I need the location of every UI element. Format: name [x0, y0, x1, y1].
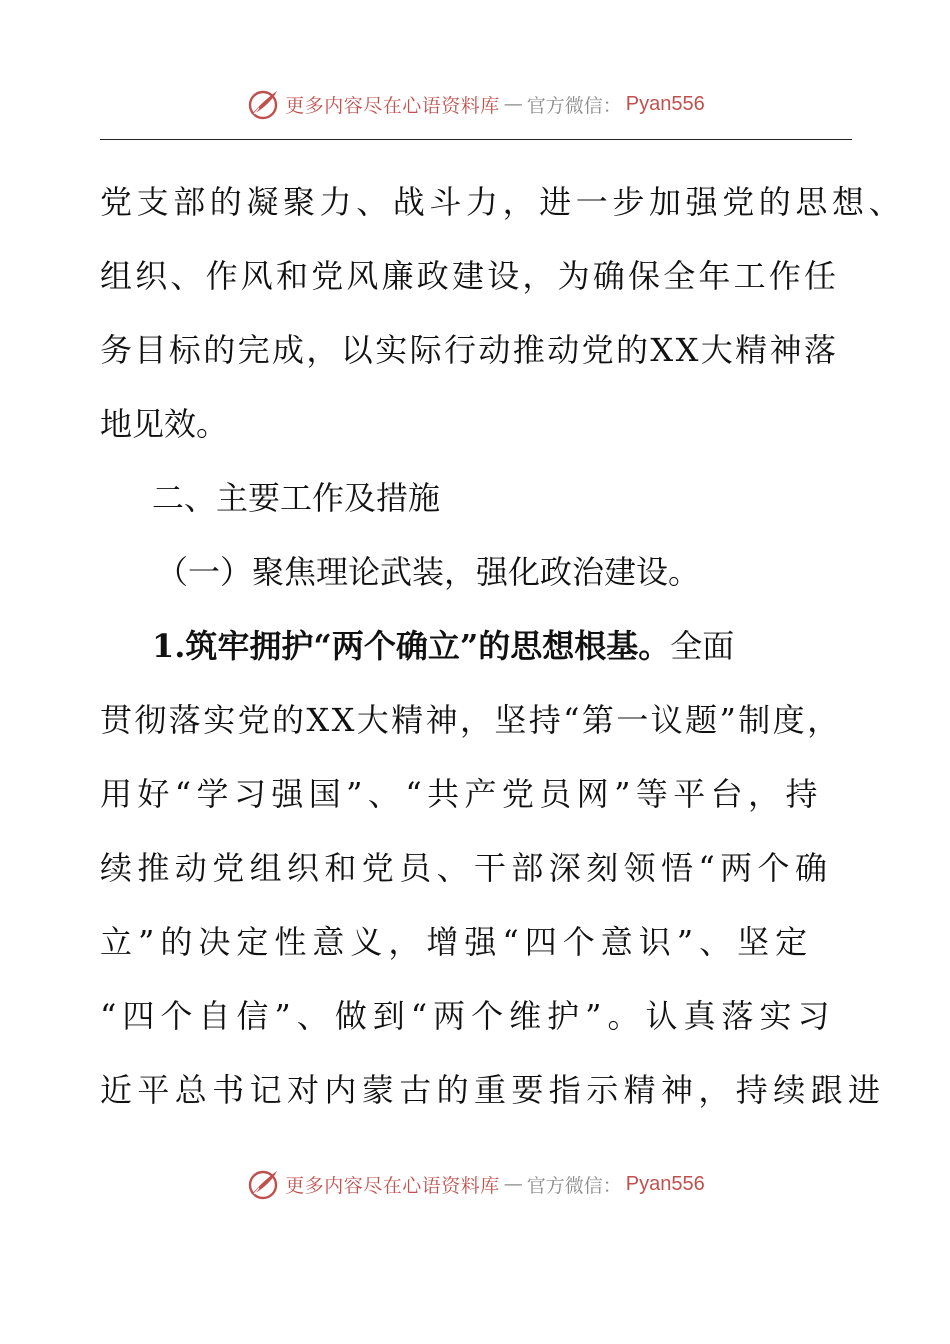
- body-line: 党支部的凝聚力、战斗力，进一步加强党的思想、: [100, 183, 906, 221]
- quill-logo-icon: [245, 1166, 281, 1202]
- item-lead-text: 全面: [670, 627, 735, 665]
- body-line: “四个自信”、做到“两个维护”。认真落实习: [100, 997, 836, 1035]
- header-divider: [100, 139, 852, 140]
- body-line: 近平总书记对内蒙古的重要指示精神，持续跟进: [100, 1071, 886, 1109]
- body-line: 续推动党组织和党员、干部深刻领悟“两个确: [100, 849, 833, 887]
- watermark-site-text: 更多内容尽在心语资料库: [285, 94, 500, 117]
- body-line: 用好“学习强国”、“共产党员网”等平台，持: [100, 775, 823, 813]
- watermark-label: 官方微信：: [526, 1174, 622, 1197]
- watermark-site-text: 更多内容尽在心语资料库: [285, 1174, 500, 1197]
- body-line: 立”的决定性意义，增强“四个意识”、坚定: [100, 923, 814, 961]
- quill-logo-icon: [245, 86, 281, 122]
- item-title: 1.筑牢拥护“两个确立”的思想根基。: [152, 627, 671, 665]
- document-body: [100, 165, 906, 1127]
- subsection-heading: （一）聚焦理论武装，强化政治建设。: [156, 553, 701, 591]
- body-line: 组织、作风和党风廉政建设，为确保全年工作任: [100, 257, 840, 295]
- watermark-separator: —: [503, 1173, 523, 1195]
- item-first-line: [100, 609, 870, 683]
- body-line: 地见效。: [100, 405, 229, 443]
- watermark-label: 官方微信：: [526, 94, 622, 117]
- body-line: 务目标的完成，以实际行动推动党的XX大精神落: [100, 331, 839, 369]
- watermark-wechat-id: Pyan556: [625, 1172, 705, 1195]
- section-heading: 二、主要工作及措施: [152, 479, 441, 517]
- watermark-separator: —: [503, 93, 523, 115]
- footer-watermark: [0, 1164, 950, 1204]
- body-line: 贯彻落实党的XX大精神，坚持“第一议题”制度，: [100, 701, 842, 739]
- watermark-wechat-id: Pyan556: [625, 92, 705, 115]
- header-watermark: [0, 84, 950, 124]
